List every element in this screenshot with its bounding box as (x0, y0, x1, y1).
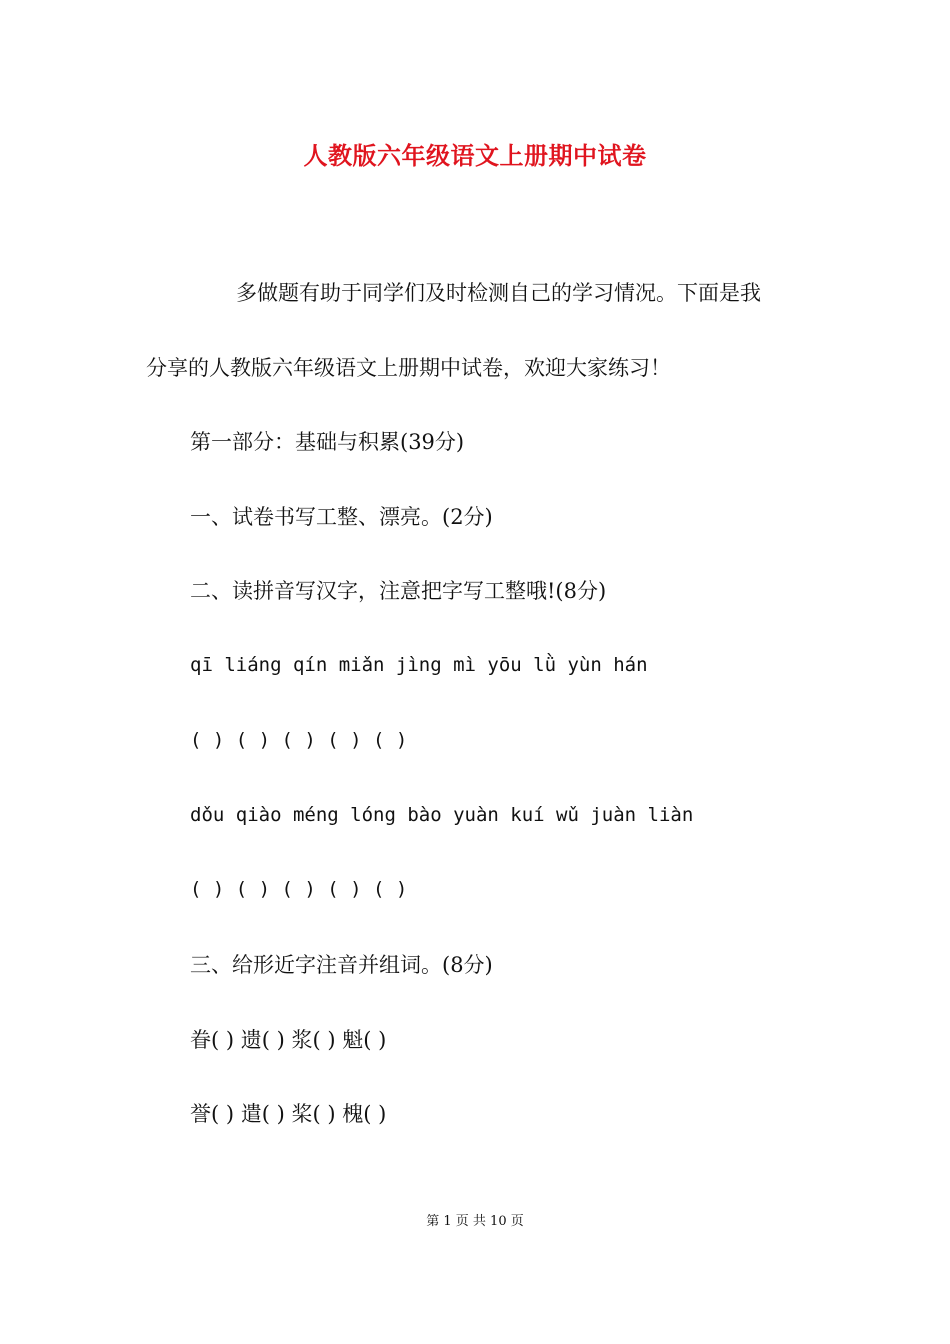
page-footer: 第 1 页 共 10 页 (426, 1214, 524, 1229)
answer-blanks-row-2: ( ) ( ) ( ) ( ) ( ) (190, 878, 408, 900)
pinyin-row-1: qī liáng qín miǎn jìng mì yōu lǜ yùn hán (190, 654, 648, 676)
question-3: 三、给形近字注音并组词。(8分) (190, 953, 493, 977)
section-heading-part1: 第一部分：基础与积累(39分) (190, 430, 465, 454)
intro-line-2: 分享的人教版六年级语文上册期中试卷，欢迎大家练习！ (146, 356, 671, 380)
similar-chars-row-2: 誉( ) 遣( ) 桨( ) 槐( ) (190, 1102, 387, 1126)
question-1: 一、试卷书写工整、漂亮。(2分) (190, 505, 493, 529)
intro-line-1: 多做题有助于同学们及时检测自己的学习情况。下面是我 (236, 281, 761, 305)
pinyin-row-2: dǒu qiào méng lóng bào yuàn kuí wǔ juàn liàn (190, 804, 694, 826)
question-2: 二、读拼音写汉字，注意把字写工整哦!(8分) (190, 579, 607, 603)
document-title: 人教版六年级语文上册期中试卷 (303, 141, 647, 170)
answer-blanks-row-1: ( ) ( ) ( ) ( ) ( ) (190, 729, 408, 751)
similar-chars-row-1: 眷( ) 遗( ) 浆( ) 魁( ) (190, 1028, 387, 1052)
